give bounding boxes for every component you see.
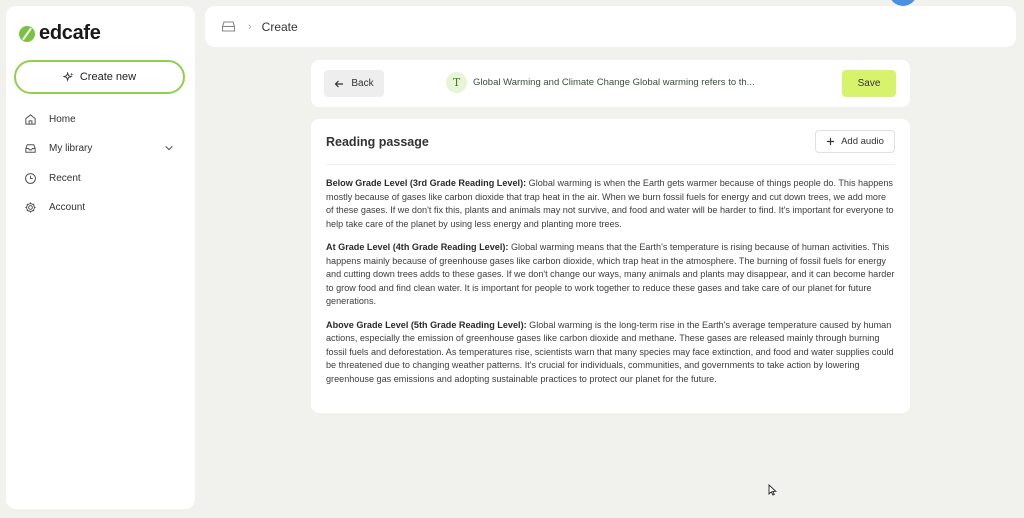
divider — [326, 164, 895, 165]
passage-paragraph — [326, 177, 896, 231]
add-audio-button[interactable] — [815, 130, 895, 153]
gear-icon — [24, 201, 37, 214]
breadcrumb-separator-icon: › — [248, 20, 252, 33]
sidebar-item-label: Recent — [49, 173, 81, 184]
editor-toolbar — [311, 60, 910, 107]
create-new-button[interactable] — [14, 60, 185, 94]
tray-icon — [24, 142, 37, 155]
breadcrumb: Create — [261, 19, 298, 34]
sidebar-item-label: My library — [49, 143, 93, 154]
passage-paragraph — [326, 319, 896, 387]
back-button[interactable] — [324, 70, 384, 97]
sidebar-item-label: Account — [49, 202, 86, 213]
level-label: Below Grade Level (3rd Grade Reading Level): — [326, 178, 527, 188]
level-label: At Grade Level (4th Grade Reading Level): — [326, 242, 509, 252]
top-bar — [205, 6, 1016, 47]
passage-paragraph — [326, 241, 896, 309]
plus-icon — [826, 137, 835, 146]
reading-passage-card — [311, 119, 910, 413]
title-text: Global Warming and Climate Change Global warming refers to th... — [473, 77, 755, 88]
clock-icon — [24, 172, 37, 185]
resource-title[interactable] — [446, 72, 755, 93]
sidebar-item-recent[interactable] — [24, 172, 174, 185]
sidebar — [6, 6, 195, 509]
brand-name: edcafe — [39, 22, 101, 44]
edcafe-logo[interactable] — [19, 22, 101, 45]
text-type-icon: T — [446, 72, 467, 93]
chevron-down-icon[interactable] — [164, 143, 174, 153]
sidebar-item-account[interactable] — [24, 201, 174, 214]
home-icon — [24, 113, 37, 126]
coffee-bean-icon — [19, 26, 35, 42]
level-text: Global warming is the long-term rise in the Earth's average temperature caused by human actions, especially the emission of greenhouse gases like carbon dioxide and methane. These gases are released mainly through burning fossil fuels and deforestation. As temperatures rise, scientists warn that many species may face extinction, and food and water supplies could be threatened due to changing weather patterns. It's crucial for individuals, communities, and governments to take action by lowering greenhouse gas emissions and adopting sustainable practices to protect our planet for the future. — [326, 319, 894, 384]
sidebar-item-label: Home — [49, 114, 76, 125]
save-button[interactable]: Save — [842, 70, 896, 97]
level-text: Global warming is when the Earth gets warmer because of things people do. This happens mostly because of gases like carbon dioxide that trap heat in the air. When we burn fossil fuels for energy and cut down trees, we add more of these gases. If we don't fix this, plants and animals may not survive, and food and water will be harder to find. It's important for everyone to help take care of the planet by using less energy and planting more trees. — [326, 178, 894, 229]
mouse-pointer-icon — [768, 484, 777, 496]
create-new-label: Create new — [79, 71, 137, 83]
arrow-left-icon — [334, 79, 344, 89]
section-heading: Reading passage — [326, 135, 429, 149]
sidebar-item-my-library[interactable] — [24, 142, 174, 155]
passage-body[interactable] — [326, 177, 896, 396]
level-text: Global warming means that the Earth's temperature is rising because of human activities. This happens mainly because of greenhouse gases like carbon dioxide, which trap heat in the atmosphere. The burning of fossil fuels for energy and cutting down trees adds to these gases. If we don't change our ways, many animals and plants may disappear, and it can become harder to grow food and find clean water. It is important for people to work together to reduce these gases and take care of our planet for future generations. — [326, 242, 895, 306]
back-label: Back — [351, 78, 374, 89]
add-audio-label: Add audio — [841, 136, 884, 147]
sparkle-icon — [63, 72, 74, 83]
tray-icon[interactable] — [221, 20, 236, 33]
sidebar-item-home[interactable] — [24, 113, 174, 126]
level-label: Above Grade Level (5th Grade Reading Level): — [326, 319, 527, 330]
